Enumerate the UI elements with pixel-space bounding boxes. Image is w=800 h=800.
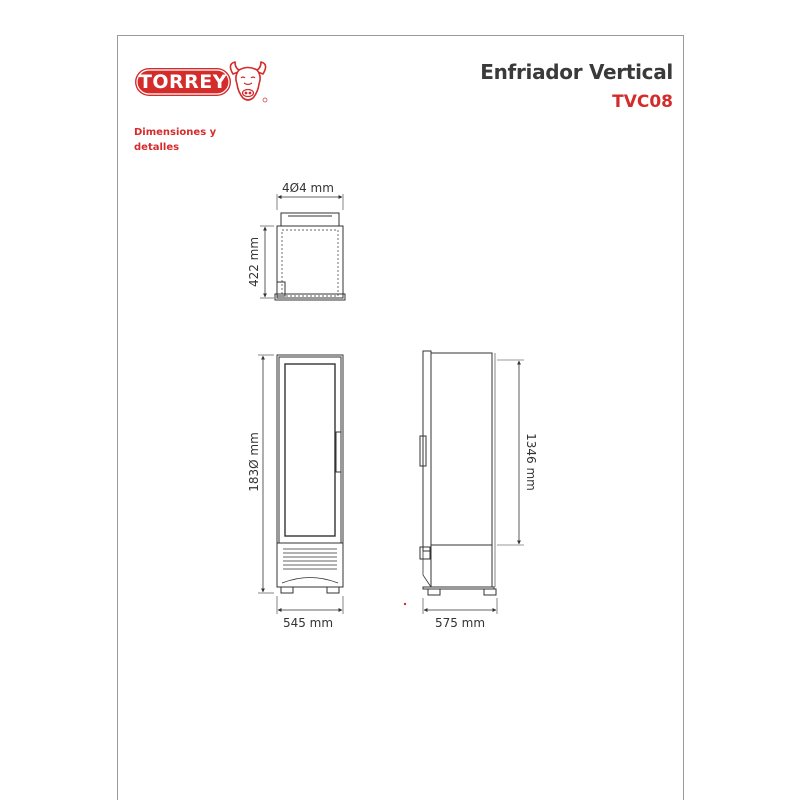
top-width-label: 4Ø4 mm [282,181,334,195]
side-view [420,351,524,614]
top-depth-label: 422 mm [247,236,261,288]
model-code: TVC08 [612,92,673,112]
front-width-label: 545 mm [282,616,334,630]
brand-name: TORREY [138,71,228,93]
front-view [258,355,343,614]
side-height-label: 1346 mm [524,433,538,491]
top-view [260,194,345,300]
side-width-label: 575 mm [434,616,486,630]
page-title: Enfriador Vertical [480,60,673,84]
front-height-label: 183Ø mm [247,432,261,492]
marker-dot [404,603,406,605]
section-heading: Dimensiones y detalles [134,127,217,153]
